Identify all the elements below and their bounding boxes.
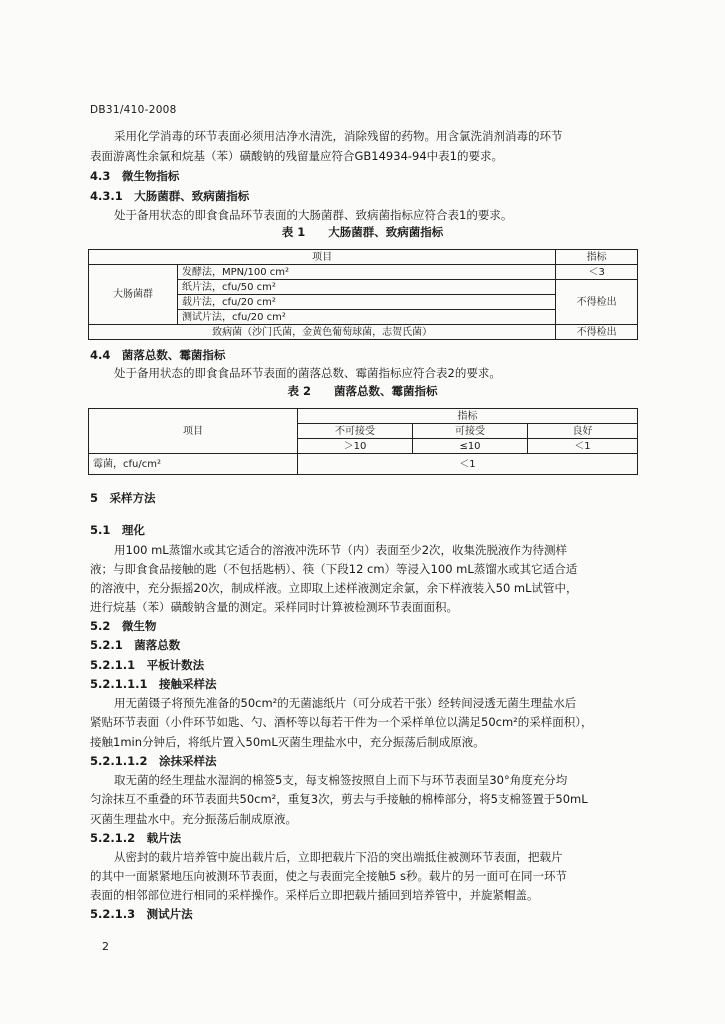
paragraph-line: 接触1min分钟后，将纸片置入50mL灭菌生理盐水中，充分振荡后制成原液。 (90, 735, 485, 749)
section-heading: 5.1 理化 (90, 523, 145, 537)
table-cell: ＜1 (528, 439, 638, 454)
table-header: 指标 (556, 250, 638, 265)
table-cell: 纸片法，cfu/50 cm² (178, 280, 556, 295)
paragraph-line: 进行烷基（苯）磺酸钠含量的测定。采样同时计算被检测环节表面面积。 (90, 600, 458, 614)
paragraph-line: 处于备用状态的即食食品环节表面的大肠菌群、致病菌指标应符合表1的要求。 (114, 208, 513, 222)
paragraph-line: 匀涂抹互不重叠的环节表面共50cm²，重复3次，剪去与手接触的棉棒部分，将5支棉签置于50mL (90, 792, 588, 806)
section-heading: 5 采样方法 (90, 491, 156, 505)
paragraph-line: 采用化学消毒的环节表面必须用洁净水清洗，消除残留的药物。用含氯洗消剂消毒的环节 (114, 129, 563, 143)
paragraph-line: 表面的相邻部位进行相同的采样操作。采样后立即把载片插回到培养管中，并旋紧帽盖。 (90, 888, 539, 902)
section-heading: 5.2.1.2 载片法 (90, 831, 182, 845)
section-heading: 4.3 微生物指标 (90, 169, 180, 183)
table-subheader: 可接受 (413, 424, 528, 439)
table-cell: ＜1 (298, 454, 638, 475)
paragraph-line: 取无菌的经生理盐水湿润的棉签5支，每支棉签按照自上而下与环节表面呈30°角度充分均 (114, 773, 568, 787)
table-header: 指标 (298, 409, 638, 424)
table-cell: 载片法，cfu/20 cm² (178, 295, 556, 310)
table-header: 项目 (89, 409, 298, 454)
table-cell: 致病菌（沙门氏菌，金黄色葡萄球菌，志贺氏菌） (89, 325, 556, 340)
section-heading: 5.2.1.1 平板计数法 (90, 658, 205, 672)
section-heading: 5.2.1.3 测试片法 (90, 907, 193, 921)
table-cell: ≤10 (413, 439, 528, 454)
section-heading: 4.4 菌落总数、霉菌指标 (90, 348, 226, 362)
paragraph-line: 处于备用状态的即食食品环节表面的菌落总数、霉菌指标应符合表2的要求。 (114, 366, 501, 380)
table-1 (88, 249, 638, 340)
table-header: 项目 (89, 250, 556, 265)
table-cell: 发酵法，MPN/100 cm² (178, 265, 556, 280)
table-caption: 表 2 菌落总数、霉菌指标 (287, 384, 438, 398)
paragraph-line: 紧贴环节表面（小件环节如匙、勺、酒杯等以每若干件为一个采样单位以满足50cm²的采样面积）， (90, 715, 593, 729)
paragraph-line: 用100 mL蒸馏水或其它适合的溶液冲洗环节（内）表面至少2次，收集洗脱液作为待测样 (114, 543, 568, 557)
table-cell: 霉菌，cfu/cm² (89, 454, 298, 475)
paragraph-line: 从密封的载片培养管中旋出载片后，立即把载片下沿的突出端抵住被测环节表面，把载片 (114, 850, 563, 864)
section-heading: 5.2 微生物 (90, 619, 157, 633)
table-cell: 不得检出 (556, 325, 638, 340)
table-cell: ＞10 (298, 439, 413, 454)
document-id: DB31/410-2008 (90, 104, 177, 116)
section-heading: 4.3.1 大肠菌群、致病菌指标 (90, 189, 250, 203)
table-cell: 测试片法，cfu/20 cm² (178, 310, 556, 325)
table-subheader: 不可接受 (298, 424, 413, 439)
section-heading: 5.2.1 菌落总数 (90, 638, 181, 652)
table-group-label: 大肠菌群 (89, 265, 178, 325)
table-cell: 不得检出 (556, 280, 638, 325)
paragraph-line: 的其中一面紧紧地压向被测环节表面，使之与表面完全接触5 s秒。载片的另一面可在同一环节 (90, 869, 567, 883)
table-subheader: 良好 (528, 424, 638, 439)
section-heading: 5.2.1.1.1 接触采样法 (90, 677, 217, 691)
page-number: 2 (102, 940, 109, 953)
section-heading: 5.2.1.1.2 涂抹采样法 (90, 754, 217, 768)
paragraph-line: 灭菌生理盐水中。充分振荡后制成原液。 (90, 812, 297, 826)
paragraph-line: 表面游离性余氯和烷基（苯）磺酸钠的残留量应符合GB14934-94中表1的要求。 (90, 149, 503, 163)
paragraph-line: 液；与即食食品接触的匙（不包括匙柄）、筷（下段12 cm）等浸入100 mL蒸馏水或其它适合适 (90, 562, 578, 576)
paragraph-line: 的溶液中，充分振摇20次，制成样液。立即取上述样液测定余氯，余下样液装入50 mL试管中， (90, 581, 578, 595)
table-2 (88, 408, 638, 475)
paragraph-line: 用无菌镊子将预先准备的50cm²的无菌滤纸片（可分成若干张）经转间浸透无菌生理盐水后 (114, 696, 577, 710)
table-cell: ＜3 (556, 265, 638, 280)
table-caption: 表 1 大肠菌群、致病菌指标 (281, 225, 444, 239)
